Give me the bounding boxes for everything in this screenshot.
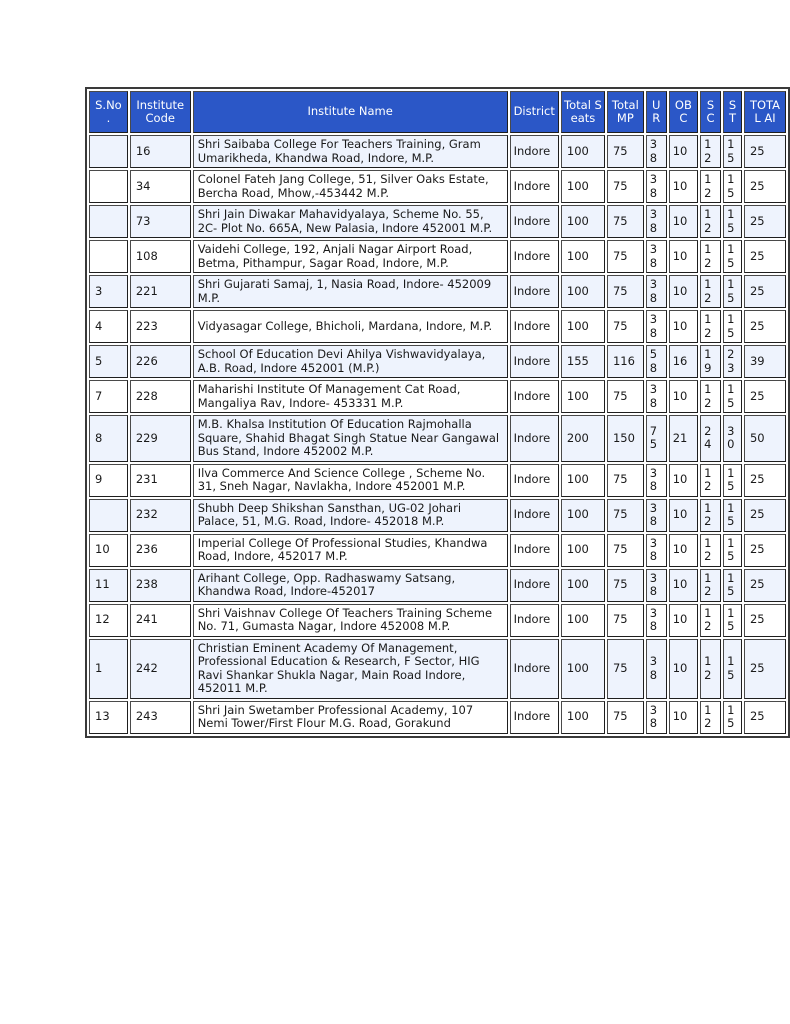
cell-total-mp: 75 [607,135,644,168]
table-row [89,135,786,168]
cell-total-mp: 75 [607,275,644,308]
cell-obc: 10 [669,135,698,168]
cell-st: 15 [723,499,742,532]
cell-obc: 10 [669,310,698,343]
header-institute-code: Institute Code [130,91,191,133]
cell-sno: 4 [89,310,128,343]
cell-institute-name: Shubh Deep Shikshan Sansthan, UG-02 Johari Palace, 51, M.G. Road, Indore- 452018 M.P. [193,499,508,532]
cell-sno: 8 [89,415,128,462]
cell-institute-code: 108 [130,240,191,273]
cell-ur: 38 [646,310,667,343]
cell-sno: 11 [89,569,128,602]
cell-sno: 10 [89,534,128,567]
cell-obc: 10 [669,639,698,699]
header-total-mp: Total MP [607,91,644,133]
cell-total-ai: 25 [744,380,786,413]
cell-sno [89,499,128,532]
cell-total-seats: 100 [561,170,605,203]
cell-district: Indore [510,380,559,413]
cell-st: 30 [723,415,742,462]
table-row [89,569,786,602]
cell-obc: 10 [669,240,698,273]
cell-st: 23 [723,345,742,378]
cell-sc: 12 [700,534,721,567]
cell-obc: 21 [669,415,698,462]
table-row [89,415,786,462]
cell-ur: 38 [646,135,667,168]
cell-sc: 12 [700,240,721,273]
table-row [89,604,786,637]
seat-matrix-table [85,87,790,738]
cell-total-ai: 25 [744,205,786,238]
cell-total-ai: 25 [744,569,786,602]
cell-total-ai: 25 [744,604,786,637]
cell-institute-name: Shri Gujarati Samaj, 1, Nasia Road, Indore- 452009 M.P. [193,275,508,308]
cell-total-seats: 100 [561,569,605,602]
cell-institute-name: Vidyasagar College, Bhicholi, Mardana, Indore, M.P. [193,310,508,343]
header-row [89,91,786,133]
cell-total-mp: 75 [607,639,644,699]
cell-district: Indore [510,310,559,343]
cell-total-ai: 39 [744,345,786,378]
table-row [89,170,786,203]
cell-district: Indore [510,534,559,567]
cell-sno [89,240,128,273]
header-total-seats: Total Seats [561,91,605,133]
table-row [89,205,786,238]
cell-total-mp: 75 [607,464,644,497]
cell-total-seats: 100 [561,534,605,567]
cell-total-ai: 25 [744,464,786,497]
cell-ur: 38 [646,701,667,734]
cell-total-mp: 75 [607,499,644,532]
cell-sno: 12 [89,604,128,637]
cell-st: 15 [723,275,742,308]
cell-sno: 7 [89,380,128,413]
cell-institute-name: Colonel Fateh Jang College, 51, Silver Oaks Estate, Bercha Road, Mhow,-453442 M.P. [193,170,508,203]
cell-institute-code: 34 [130,170,191,203]
cell-institute-name: Shri Saibaba College For Teachers Training, Gram Umarikheda, Khandwa Road, Indore, M.P. [193,135,508,168]
cell-st: 15 [723,639,742,699]
cell-institute-name: Imperial College Of Professional Studies, Khandwa Road, Indore, 452017 M.P. [193,534,508,567]
cell-institute-name: Shri Vaishnav College Of Teachers Training Scheme No. 71, Gumasta Nagar, Indore 452008 M.P. [193,604,508,637]
header-institute-name: Institute Name [193,91,508,133]
cell-total-mp: 75 [607,170,644,203]
cell-institute-code: 223 [130,310,191,343]
cell-ur: 38 [646,569,667,602]
cell-st: 15 [723,170,742,203]
cell-ur: 38 [646,534,667,567]
cell-total-ai: 25 [744,534,786,567]
cell-st: 15 [723,464,742,497]
cell-institute-code: 228 [130,380,191,413]
table-row [89,275,786,308]
cell-sc: 12 [700,205,721,238]
header-obc: OBC [669,91,698,133]
cell-st: 15 [723,135,742,168]
cell-ur: 38 [646,170,667,203]
cell-ur: 38 [646,380,667,413]
cell-total-mp: 150 [607,415,644,462]
cell-district: Indore [510,499,559,532]
cell-district: Indore [510,415,559,462]
cell-institute-code: 221 [130,275,191,308]
cell-sc: 19 [700,345,721,378]
cell-total-mp: 75 [607,205,644,238]
cell-st: 15 [723,380,742,413]
seat-matrix-sheet [85,87,781,738]
cell-sno [89,205,128,238]
header-sno: S.No . [89,91,128,133]
cell-district: Indore [510,639,559,699]
cell-sc: 12 [700,380,721,413]
cell-institute-name: Vaidehi College, 192, Anjali Nagar Airport Road, Betma, Pithampur, Sagar Road, Indore, M.P. [193,240,508,273]
cell-institute-name: M.B. Khalsa Institution Of Education Rajmohalla Square, Shahid Bhagat Singh Statue Near Gangawal Bus Stand, Indore 452002 M.P. [193,415,508,462]
cell-total-seats: 155 [561,345,605,378]
table-body [89,135,786,734]
cell-total-seats: 100 [561,275,605,308]
cell-obc: 10 [669,534,698,567]
cell-district: Indore [510,604,559,637]
cell-institute-name: Ilva Commerce And Science College , Scheme No. 31, Sneh Nagar, Navlakha, Indore 452001 M.P. [193,464,508,497]
cell-sc: 12 [700,604,721,637]
cell-sc: 12 [700,464,721,497]
cell-district: Indore [510,240,559,273]
cell-sc: 12 [700,499,721,532]
cell-st: 15 [723,701,742,734]
cell-sno: 3 [89,275,128,308]
cell-sc: 12 [700,135,721,168]
cell-obc: 16 [669,345,698,378]
cell-sno: 13 [89,701,128,734]
cell-total-seats: 100 [561,604,605,637]
table-row [89,701,786,734]
cell-institute-name: School Of Education Devi Ahilya Vishwavidyalaya, A.B. Road, Indore 452001 (M.P.) [193,345,508,378]
cell-total-ai: 25 [744,170,786,203]
table-row [89,380,786,413]
table-row [89,345,786,378]
cell-ur: 38 [646,499,667,532]
cell-total-seats: 100 [561,240,605,273]
cell-total-mp: 75 [607,569,644,602]
cell-total-ai: 25 [744,499,786,532]
cell-institute-code: 226 [130,345,191,378]
cell-institute-name: Christian Eminent Academy Of Management, Professional Education & Research, F Sector, HIG Ravi Shankar Shukla Nagar, Main Road Indore, 452011 M.P. [193,639,508,699]
cell-institute-name: Shri Jain Diwakar Mahavidyalaya, Scheme No. 55, 2C- Plot No. 665A, New Palasia, Indore 452001 M.P. [193,205,508,238]
header-ur: UR [646,91,667,133]
cell-total-seats: 100 [561,205,605,238]
cell-ur: 38 [646,639,667,699]
cell-institute-code: 241 [130,604,191,637]
cell-sno: 5 [89,345,128,378]
cell-ur: 75 [646,415,667,462]
cell-sc: 24 [700,415,721,462]
cell-total-ai: 25 [744,135,786,168]
cell-total-ai: 25 [744,701,786,734]
cell-sc: 12 [700,275,721,308]
cell-sc: 12 [700,310,721,343]
cell-obc: 10 [669,604,698,637]
cell-obc: 10 [669,170,698,203]
cell-total-seats: 100 [561,499,605,532]
cell-obc: 10 [669,464,698,497]
header-st: ST [723,91,742,133]
cell-obc: 10 [669,380,698,413]
cell-total-ai: 25 [744,275,786,308]
cell-total-seats: 100 [561,701,605,734]
cell-ur: 38 [646,240,667,273]
cell-sno [89,135,128,168]
cell-institute-name: Maharishi Institute Of Management Cat Road, Mangaliya Rav, Indore- 453331 M.P. [193,380,508,413]
cell-district: Indore [510,464,559,497]
cell-district: Indore [510,569,559,602]
cell-total-seats: 200 [561,415,605,462]
cell-district: Indore [510,275,559,308]
cell-total-mp: 75 [607,701,644,734]
cell-institute-code: 232 [130,499,191,532]
table-row [89,639,786,699]
cell-district: Indore [510,135,559,168]
cell-institute-code: 238 [130,569,191,602]
cell-sc: 12 [700,639,721,699]
cell-st: 15 [723,240,742,273]
cell-ur: 38 [646,604,667,637]
cell-ur: 38 [646,275,667,308]
table-row [89,499,786,532]
cell-st: 15 [723,604,742,637]
cell-obc: 10 [669,701,698,734]
cell-institute-code: 231 [130,464,191,497]
cell-sc: 12 [700,569,721,602]
cell-institute-code: 242 [130,639,191,699]
cell-total-mp: 75 [607,310,644,343]
header-district: District [510,91,559,133]
cell-total-seats: 100 [561,464,605,497]
cell-institute-code: 16 [130,135,191,168]
cell-total-ai: 25 [744,240,786,273]
cell-sno [89,170,128,203]
cell-total-mp: 75 [607,534,644,567]
cell-district: Indore [510,170,559,203]
cell-sno: 1 [89,639,128,699]
cell-ur: 38 [646,464,667,497]
header-sc: SC [700,91,721,133]
cell-district: Indore [510,701,559,734]
cell-st: 15 [723,534,742,567]
cell-sc: 12 [700,701,721,734]
cell-total-ai: 25 [744,639,786,699]
cell-total-mp: 116 [607,345,644,378]
table-row [89,464,786,497]
cell-total-seats: 100 [561,135,605,168]
cell-total-seats: 100 [561,639,605,699]
cell-sno: 9 [89,464,128,497]
cell-institute-code: 229 [130,415,191,462]
cell-total-ai: 50 [744,415,786,462]
cell-total-mp: 75 [607,380,644,413]
cell-institute-code: 73 [130,205,191,238]
cell-total-mp: 75 [607,240,644,273]
cell-st: 15 [723,569,742,602]
cell-district: Indore [510,345,559,378]
cell-institute-code: 243 [130,701,191,734]
cell-obc: 10 [669,569,698,602]
table-row [89,240,786,273]
cell-total-ai: 25 [744,310,786,343]
table-row [89,310,786,343]
cell-institute-code: 236 [130,534,191,567]
table-row [89,534,786,567]
cell-district: Indore [510,205,559,238]
header-total-ai: TOTAL AI [744,91,786,133]
cell-institute-name: Shri Jain Swetamber Professional Academy, 107 Nemi Tower/First Flour M.G. Road, Gorakund [193,701,508,734]
cell-ur: 38 [646,205,667,238]
cell-obc: 10 [669,205,698,238]
cell-sc: 12 [700,170,721,203]
cell-total-mp: 75 [607,604,644,637]
cell-total-seats: 100 [561,310,605,343]
cell-total-seats: 100 [561,380,605,413]
cell-ur: 58 [646,345,667,378]
cell-obc: 10 [669,499,698,532]
cell-st: 15 [723,205,742,238]
cell-obc: 10 [669,275,698,308]
cell-institute-name: Arihant College, Opp. Radhaswamy Satsang, Khandwa Road, Indore-452017 [193,569,508,602]
cell-st: 15 [723,310,742,343]
